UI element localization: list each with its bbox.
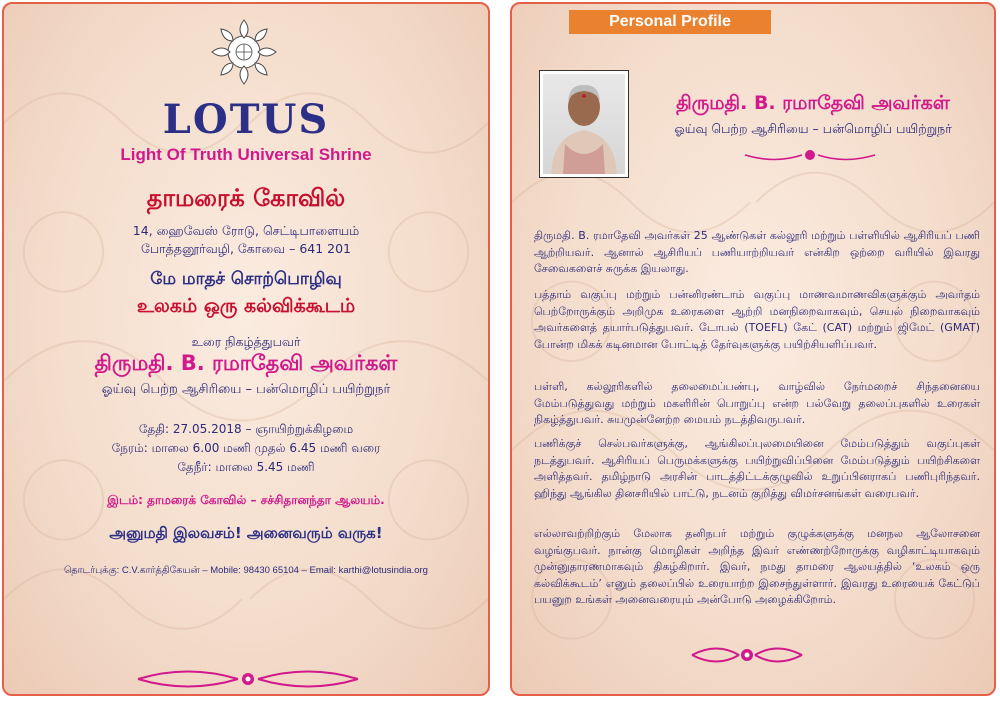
small-ornament — [740, 144, 880, 166]
profile-role: ஓய்வு பெற்ற ஆசிரியை – பன்மொழிப் பயிற்றுநர் — [674, 121, 952, 136]
profile-panel — [510, 2, 996, 696]
series-title: மே மாதச் சொற்பொழிவு — [150, 269, 342, 289]
ornament-divider — [128, 664, 368, 694]
bio-paragraph: பள்ளி, கல்லூரிகளில் தலைமைப்பண்பு, வாழ்வில் நேர்மறைச் சிந்தனையை மேம்படுத்துவது மற்றும் மகளிரின் பொறுப்பு என்ற பல்வேறு தலைப்புகளில் உரைகள் நிகழ்த்துபவர். சுயமுன்னேற்ற மையம் நடத்திவருபவர். — [534, 380, 980, 426]
address-line-1: 14, ஹைவேஸ் ரோடு, செட்டிபாளையம் — [132, 223, 360, 238]
tea-time: தேநீர்: மாலை 5.45 மணி — [177, 460, 315, 474]
profile-name: திருமதி. B. ரமாதேவி அவர்கள் — [676, 92, 950, 114]
talk-topic: உலகம் ஒரு கல்விக்கூடம் — [136, 295, 356, 317]
event-date: தேதி: 27.05.2018 – ஞாயிற்றுக்கிழமை — [138, 422, 354, 436]
event-time: நேரம்: மாலை 6.00 மணி முதல் 6.45 மணி வரை — [111, 441, 381, 455]
personal-profile-tab: Personal Profile — [569, 10, 771, 34]
bio-paragraph: பத்தாம் வகுப்பு மற்றும் பன்னிரண்டாம் வகுப்பு மாணவமாணவிகளுக்கும் அவர்தம் பெற்றோருக்கும் அறிமுக உரைகளை ஆற்றி மனநிறைவாகவும், செயல் நிறைவாகவும் அவர்களைத் தயார்படுத்துபவர். டோபல் (TOEFL) கேட் (CAT) மற்றும் ஜிமேட் (GMAT) போன்ற மிகக் கடினமான போட்டித் தேர்வுகளுக்கு பயிற்சியளிப்பவர். — [534, 288, 980, 351]
speaker-name: திருமதி. B. ரமாதேவி அவர்கள் — [94, 351, 398, 375]
invitation-line: அனுமதி இலவசம்! அனைவரும் வருக! — [109, 524, 383, 542]
bio-paragraph: பணிக்குச் செல்பவர்களுக்கு, ஆங்கிலப்புலமையினை மேம்படுத்தும் வகுப்புகள் நடத்துபவர். ஆசிரியப் பெருமக்களுக்கு பயிற்றுவிப்பினை மேம்படுத்தும் பயிற்சிகளை அளித்தவர். தமிழ்நாடு அரசின் பாடத்திட்டக்குழுவில் உறுப்பினராகப் பணிபுரிந்தவர். ஹிந்து ஆங்கில தினசரியில் பாட்டு, நடனம் குறித்து விமர்சனங்கள் வரைபவர். — [534, 437, 980, 500]
invitation-panel — [2, 2, 490, 696]
bio-paragraph: எல்லாவற்றிற்கும் மேலாக தனிநபர் மற்றும் குழுக்களுக்கு மனநல ஆலோசனை வழங்குபவர். நான்கு மொழிகள் அறிந்த இவர் எண்ணற்றோருக்கு வழிகாட்டியாகவும் முன்னுதாரணமாகவும் திகழ்கிறார். இவர், நமது தாமரை ஆலயத்தில் ‘உலகம் ஒரு கல்விக்கூடம்’ எனும் தலைப்பில் உரையாற்ற இசைந்துள்ளார். இவரது உரையைக் கேட்டுப் பயனுற உங்கள் அனைவரையும் அன்போடு அழைக்கிறோம். — [534, 527, 980, 606]
bio-paragraph: திருமதி. B. ரமாதேவி அவர்கள் 25 ஆண்டுகள் கல்லூரி மற்றும் பள்ளியில் ஆசிரியப் பணி ஆற்றியவர். ஆனால் ஆசிரியப் பணியாற்றியவர் என்கிற ஒற்றை வரியில் இவரது சேவைகளைச் சுருக்க இயலாது. — [534, 229, 980, 275]
contact-line: தொடர்புக்கு: C.V.கார்த்திகேயன் – Mobile: 98430 65104 – Email: karthi@lotusindia.org — [64, 565, 428, 576]
brand-title: LOTUS — [162, 96, 330, 143]
address-line-2: போத்தனூர்வழி, கோவை – 641 201 — [140, 241, 352, 256]
ornament-divider — [687, 640, 807, 670]
brand-subtitle: Light Of Truth Universal Shrine — [120, 145, 372, 164]
lotus-emblem-logo — [208, 16, 280, 88]
event-venue: இடம்: தாமரைக் கோவில் – சச்சிதானந்தா ஆலயம். — [107, 493, 385, 507]
speaker-label: உரை நிகழ்த்துபவர் — [191, 334, 301, 349]
temple-name: தாமரைக் கோவில் — [146, 184, 346, 212]
speaker-photo — [539, 70, 629, 178]
speaker-role: ஓய்வு பெற்ற ஆசிரியை – பன்மொழிப் பயிற்றுநர் — [101, 382, 391, 397]
portrait-icon — [543, 74, 625, 174]
